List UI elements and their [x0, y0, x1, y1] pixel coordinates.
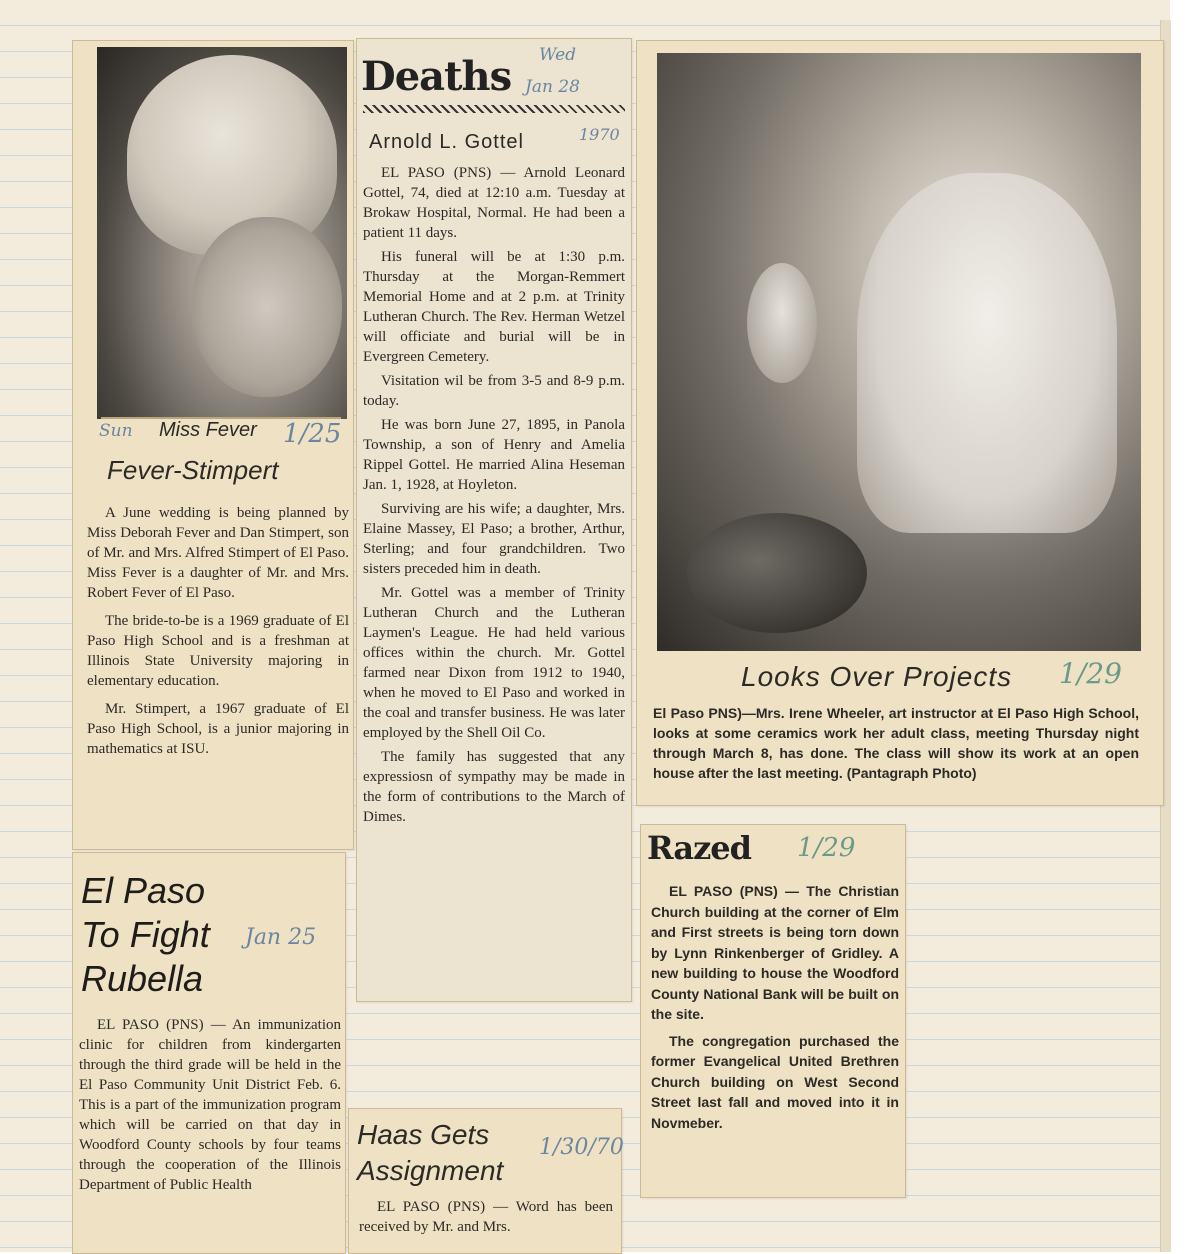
headline-line: Rubella	[81, 958, 204, 999]
headline	[81, 869, 210, 1001]
paragraph: The bride-to-be is a 1969 graduate of El Paso High School and is a freshman at Illinois State University majoring in elementary education.	[87, 613, 349, 689]
handwritten-date: Jan 25	[245, 925, 317, 950]
razed-masthead: Razed	[647, 829, 751, 867]
handwritten-year: 1970	[579, 125, 620, 144]
headline-line: Haas Gets	[357, 1119, 490, 1150]
masthead-rule	[363, 105, 625, 113]
photo-caption: El Paso PNS)—Mrs. Irene Wheeler, art instructor at El Paso High School, looks at some ceramics work her adult class, meeting Thursday night through March 8, has done. The class will show its work at an open house after the last meeting. (Pantagraph Photo)	[653, 705, 1139, 781]
headline: Fever-Stimpert	[107, 455, 279, 485]
headline: Looks Over Projects	[741, 661, 1013, 692]
clipping-haas	[348, 1108, 622, 1254]
paragraph: Mr. Stimpert, a 1967 graduate of El Paso High School, is a junior majoring in mathematics at ISU.	[87, 701, 349, 757]
figure-shape	[857, 173, 1117, 533]
article-body	[363, 163, 625, 827]
article-body	[359, 1197, 613, 1237]
clipping-projects	[636, 40, 1164, 806]
paragraph: A June wedding is being planned by Miss Deborah Fever and Dan Stimpert, son of Mr. and Mrs. Alfred Stimpert of El Paso. Miss Fever is a daughter of Mr. and Mrs. Robert Fever of El Paso.	[87, 505, 349, 601]
face-shape	[192, 217, 342, 397]
handwritten-date: 1/29	[797, 833, 856, 863]
article-body	[87, 503, 349, 759]
handwritten-date: 1/30/70	[539, 1135, 624, 1160]
paragraph: EL PASO (PNS) — Word has been received by Mr. and Mrs.	[359, 1199, 613, 1235]
paragraph: EL PASO (PNS) — The Christian Church building at the corner of Elm and First streets is being torn down by Lynn Rinkenberger of Gridley. A new building to house the Woodford County National Bank will be built on the site.	[651, 883, 899, 1022]
headline-line: Assignment	[357, 1155, 504, 1186]
name-heading: Arnold L. Gottel	[369, 131, 524, 153]
clipping-razed	[640, 824, 906, 1198]
portrait-photo	[97, 47, 347, 419]
paragraph: EL PASO (PNS) — Arnold Leonard Gottel, 74, died at 12:10 a.m. Tuesday at Brokaw Hospital, Normal. He had been a patient 11 days.	[363, 165, 625, 241]
deaths-masthead: Deaths	[361, 53, 512, 100]
handwritten-date: Jan 28	[525, 77, 580, 97]
paragraph: He was born June 27, 1895, in Panola Township, a son of Henry and Amelia Rippel Gottel. He married Alina Heseman Jan. 1, 1928, at Hoyleton.	[363, 417, 625, 493]
paragraph: His funeral will be at 1:30 p.m. Thursday at the Morgan-Remmert Memorial Home and at 2 p.m. at Trinity Lutheran Church. The Rev. Herman Wetzel will officiate and burial will be in Evergreen Cemetery.	[363, 249, 625, 365]
teacher-photo	[657, 53, 1141, 651]
handwritten-note: Sun	[99, 421, 133, 441]
paragraph: Surviving are his wife; a daughter, Mrs. Elaine Massey, El Paso; a brother, Arthur, Sterling; and four grandchildren. Two sisters preceded him in death.	[363, 501, 625, 577]
article-body	[79, 1015, 341, 1195]
handwritten-date: 1/29	[1059, 657, 1122, 690]
paragraph: Mr. Gottel was a member of Trinity Lutheran Church and the Lutheran Laymen's League. He had held various offices within the church. Mr. Gottel farmed near Dixon from 1912 to 1940, when he moved to El Paso and worked in the coal and transfer business. He was later employed by the Shell Oil Co.	[363, 585, 625, 741]
handwritten-date: 1/25	[283, 419, 342, 449]
paragraph: Visitation wil be from 3-5 and 8-9 p.m. today.	[363, 373, 625, 409]
headline	[357, 1117, 503, 1189]
clipping-deaths	[356, 38, 632, 1002]
clipping-miss-fever	[72, 40, 354, 850]
handwritten-date-day: Wed	[539, 45, 577, 65]
teapot-shape	[687, 513, 867, 633]
paragraph: EL PASO (PNS) — An immunization clinic for children from kindergarten through the third grade will be held in the El Paso Community Unit District Feb. 6. This is a part of the immunization program which will be carried on that day in Woodford County schools by four teams through the cooperation of the Illinois Department of Public Health	[79, 1017, 341, 1193]
headline-line: To Fight	[81, 914, 210, 955]
figurine-shape	[747, 263, 817, 383]
paragraph: The congregation purchased the former Evangelical United Brethren Church building on West Second Street last fall and moved into it in Novmeber.	[651, 1032, 899, 1131]
photo-caption: Miss Fever	[159, 419, 257, 441]
paragraph: The family has suggested that any expressiosn of sympathy may be made in the form of contributions to the March of Dimes.	[363, 749, 625, 825]
headline-line: El Paso	[81, 870, 206, 911]
clipping-rubella	[72, 852, 346, 1254]
article-body	[651, 881, 899, 1133]
